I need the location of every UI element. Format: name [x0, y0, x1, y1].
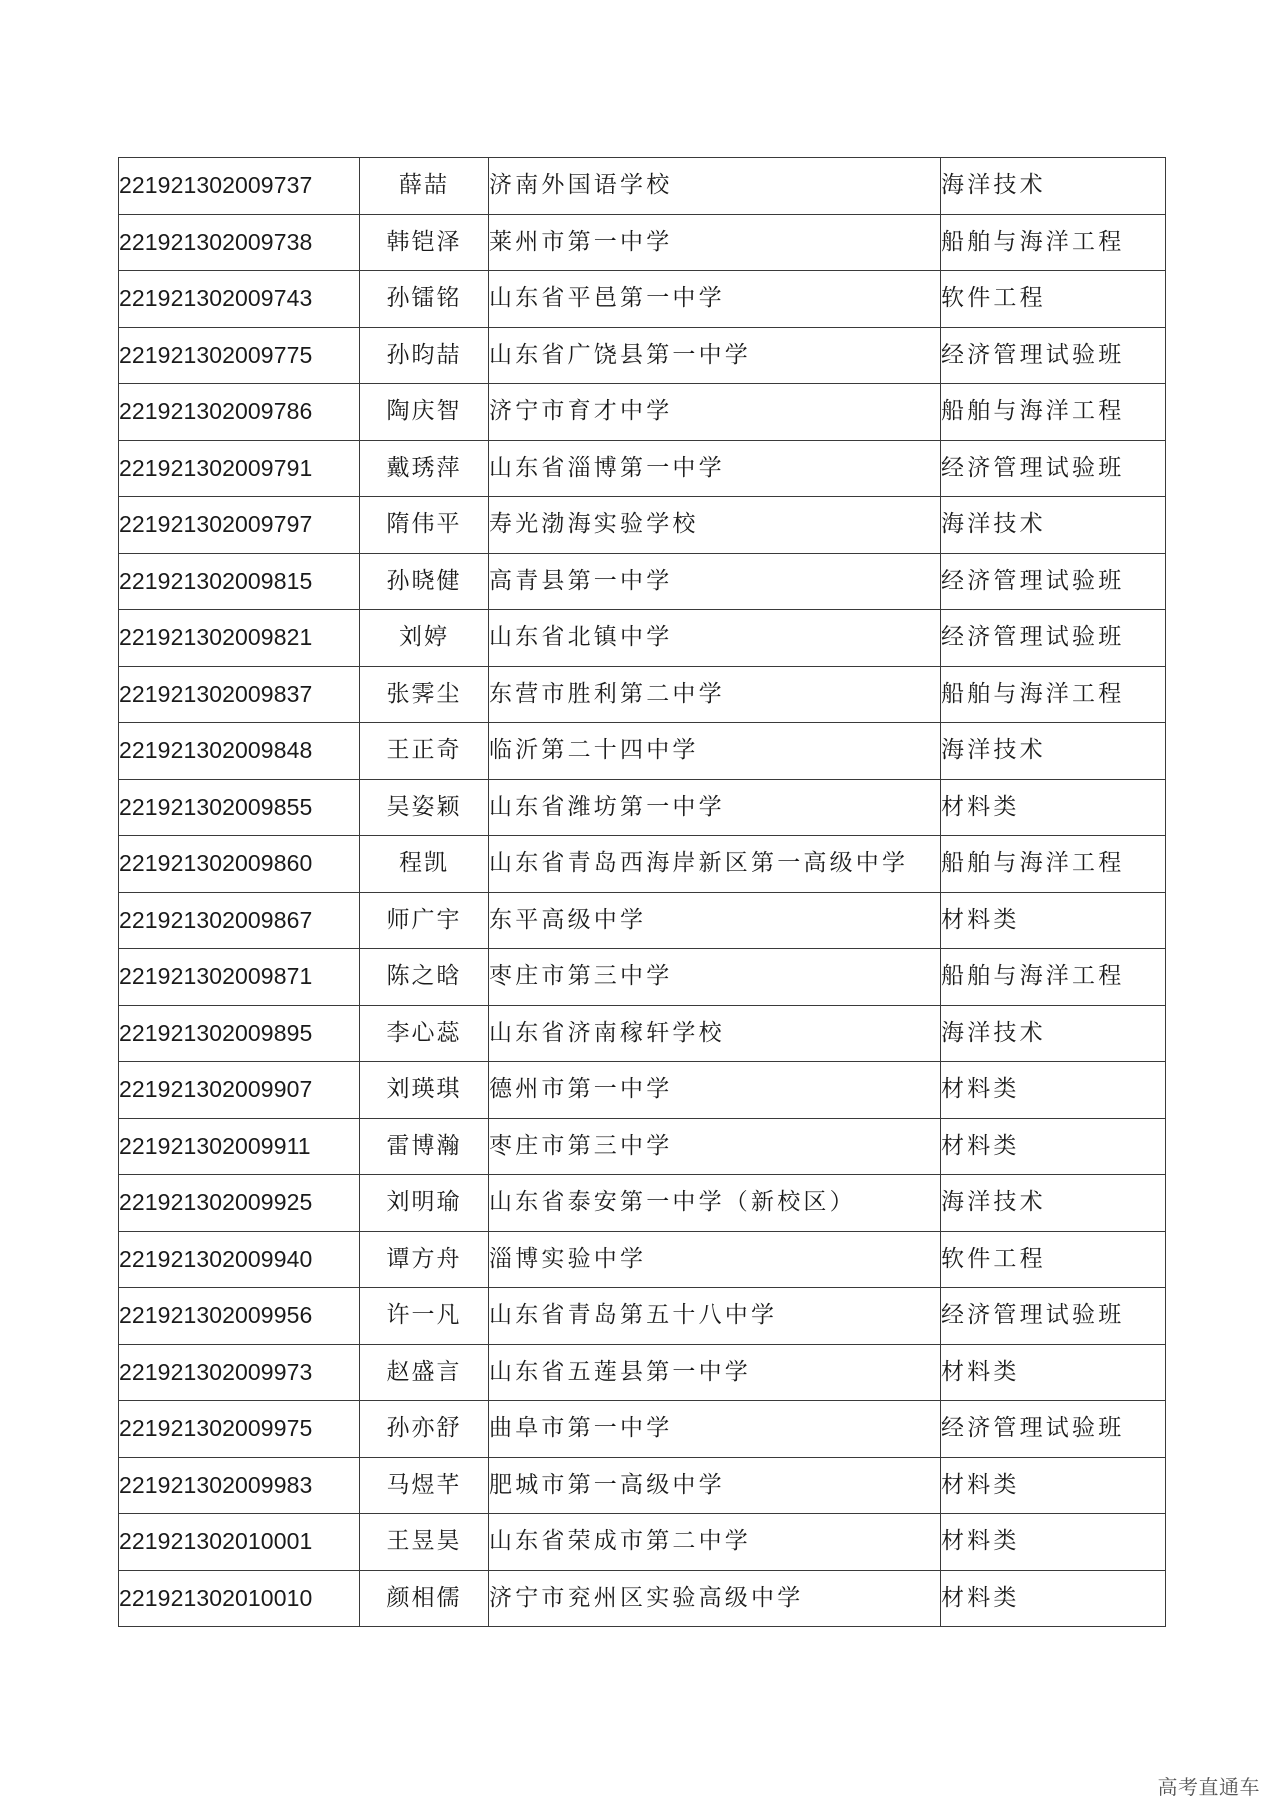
school-name-cell: 枣庄市第三中学 [489, 949, 941, 1006]
table-row [119, 779, 1166, 836]
candidate-id-cell: 221921302009791 [119, 440, 360, 497]
major-cell: 材料类 [941, 1062, 1166, 1119]
major-cell: 材料类 [941, 892, 1166, 949]
major-cell: 材料类 [941, 1457, 1166, 1514]
table-row [119, 666, 1166, 723]
school-name-cell: 山东省青岛第五十八中学 [489, 1288, 941, 1345]
table-row [119, 384, 1166, 441]
table-row [119, 327, 1166, 384]
student-name-cell: 刘婷 [360, 610, 489, 667]
school-name-cell: 山东省荣成市第二中学 [489, 1514, 941, 1571]
candidate-id-cell: 221921302009821 [119, 610, 360, 667]
major-cell: 海洋技术 [941, 1175, 1166, 1232]
school-name-cell: 山东省潍坊第一中学 [489, 779, 941, 836]
major-cell: 船舶与海洋工程 [941, 384, 1166, 441]
table-row [119, 892, 1166, 949]
school-name-cell: 德州市第一中学 [489, 1062, 941, 1119]
student-name-cell: 张霁尘 [360, 666, 489, 723]
candidate-id-cell: 221921302009860 [119, 836, 360, 893]
student-name-cell: 程凯 [360, 836, 489, 893]
student-name-cell: 陶庆智 [360, 384, 489, 441]
candidate-id-cell: 221921302009871 [119, 949, 360, 1006]
school-name-cell: 东营市胜利第二中学 [489, 666, 941, 723]
candidate-id-cell: 221921302009797 [119, 497, 360, 554]
student-name-cell: 雷博瀚 [360, 1118, 489, 1175]
major-cell: 海洋技术 [941, 1005, 1166, 1062]
school-name-cell: 山东省广饶县第一中学 [489, 327, 941, 384]
major-cell: 软件工程 [941, 1231, 1166, 1288]
student-name-cell: 戴琇萍 [360, 440, 489, 497]
candidate-id-cell: 221921302009907 [119, 1062, 360, 1119]
table-row [119, 1344, 1166, 1401]
major-cell: 船舶与海洋工程 [941, 214, 1166, 271]
major-cell: 软件工程 [941, 271, 1166, 328]
student-name-cell: 孙镭铭 [360, 271, 489, 328]
candidate-id-cell: 221921302009743 [119, 271, 360, 328]
candidate-id-cell: 221921302010010 [119, 1570, 360, 1627]
watermark-text: 高考直通车 [1157, 1775, 1260, 1799]
major-cell: 经济管理试验班 [941, 440, 1166, 497]
student-name-cell: 马煜芊 [360, 1457, 489, 1514]
student-name-cell: 王正奇 [360, 723, 489, 780]
candidate-id-cell: 221921302009737 [119, 158, 360, 215]
major-cell: 材料类 [941, 1514, 1166, 1571]
school-name-cell: 东平高级中学 [489, 892, 941, 949]
table-row [119, 553, 1166, 610]
major-cell: 经济管理试验班 [941, 1401, 1166, 1458]
major-cell: 船舶与海洋工程 [941, 666, 1166, 723]
student-name-cell: 孙昀喆 [360, 327, 489, 384]
student-name-cell: 隋伟平 [360, 497, 489, 554]
school-name-cell: 高青县第一中学 [489, 553, 941, 610]
major-cell: 海洋技术 [941, 158, 1166, 215]
student-name-cell: 韩铠泽 [360, 214, 489, 271]
student-name-cell: 李心蕊 [360, 1005, 489, 1062]
table-row [119, 497, 1166, 554]
candidate-id-cell: 221921302009956 [119, 1288, 360, 1345]
school-name-cell: 临沂第二十四中学 [489, 723, 941, 780]
major-cell: 经济管理试验班 [941, 610, 1166, 667]
candidate-id-cell: 221921302009867 [119, 892, 360, 949]
major-cell: 海洋技术 [941, 497, 1166, 554]
candidate-id-cell: 221921302009940 [119, 1231, 360, 1288]
candidate-id-cell: 221921302009815 [119, 553, 360, 610]
major-cell: 经济管理试验班 [941, 553, 1166, 610]
table-row [119, 1175, 1166, 1232]
student-name-cell: 刘明瑜 [360, 1175, 489, 1232]
school-name-cell: 莱州市第一中学 [489, 214, 941, 271]
table-row [119, 1401, 1166, 1458]
candidate-id-cell: 221921302010001 [119, 1514, 360, 1571]
table-row [119, 158, 1166, 215]
school-name-cell: 曲阜市第一中学 [489, 1401, 941, 1458]
table-row [119, 214, 1166, 271]
major-cell: 经济管理试验班 [941, 327, 1166, 384]
school-name-cell: 山东省五莲县第一中学 [489, 1344, 941, 1401]
student-name-cell: 谭方舟 [360, 1231, 489, 1288]
major-cell: 经济管理试验班 [941, 1288, 1166, 1345]
candidate-id-cell: 221921302009855 [119, 779, 360, 836]
student-name-cell: 刘瑛琪 [360, 1062, 489, 1119]
student-name-cell: 王昱昊 [360, 1514, 489, 1571]
major-cell: 船舶与海洋工程 [941, 949, 1166, 1006]
major-cell: 材料类 [941, 779, 1166, 836]
candidate-id-cell: 221921302009925 [119, 1175, 360, 1232]
student-name-cell: 孙晓健 [360, 553, 489, 610]
candidate-id-cell: 221921302009837 [119, 666, 360, 723]
table-row [119, 949, 1166, 1006]
candidate-id-cell: 221921302009983 [119, 1457, 360, 1514]
table-row [119, 1570, 1166, 1627]
student-name-cell: 陈之晗 [360, 949, 489, 1006]
table-row [119, 1062, 1166, 1119]
candidate-id-cell: 221921302009973 [119, 1344, 360, 1401]
school-name-cell: 淄博实验中学 [489, 1231, 941, 1288]
major-cell: 海洋技术 [941, 723, 1166, 780]
admission-table-body [119, 158, 1166, 1627]
candidate-id-cell: 221921302009911 [119, 1118, 360, 1175]
school-name-cell: 山东省青岛西海岸新区第一高级中学 [489, 836, 941, 893]
school-name-cell: 山东省泰安第一中学（新校区） [489, 1175, 941, 1232]
school-name-cell: 枣庄市第三中学 [489, 1118, 941, 1175]
candidate-id-cell: 221921302009975 [119, 1401, 360, 1458]
candidate-id-cell: 221921302009738 [119, 214, 360, 271]
school-name-cell: 济宁市兖州区实验高级中学 [489, 1570, 941, 1627]
table-row [119, 1514, 1166, 1571]
student-name-cell: 赵盛言 [360, 1344, 489, 1401]
candidate-id-cell: 221921302009895 [119, 1005, 360, 1062]
candidate-id-cell: 221921302009775 [119, 327, 360, 384]
school-name-cell: 济南外国语学校 [489, 158, 941, 215]
major-cell: 材料类 [941, 1344, 1166, 1401]
table-row [119, 610, 1166, 667]
candidate-id-cell: 221921302009786 [119, 384, 360, 441]
student-name-cell: 吴姿颖 [360, 779, 489, 836]
school-name-cell: 济宁市育才中学 [489, 384, 941, 441]
table-row [119, 1231, 1166, 1288]
school-name-cell: 山东省北镇中学 [489, 610, 941, 667]
major-cell: 材料类 [941, 1570, 1166, 1627]
student-name-cell: 孙亦舒 [360, 1401, 489, 1458]
table-row [119, 723, 1166, 780]
candidate-id-cell: 221921302009848 [119, 723, 360, 780]
school-name-cell: 山东省济南稼轩学校 [489, 1005, 941, 1062]
table-row [119, 836, 1166, 893]
student-name-cell: 薛喆 [360, 158, 489, 215]
student-name-cell: 颜相儒 [360, 1570, 489, 1627]
table-row [119, 1457, 1166, 1514]
table-row [119, 440, 1166, 497]
school-name-cell: 山东省平邑第一中学 [489, 271, 941, 328]
student-name-cell: 师广宇 [360, 892, 489, 949]
table-row [119, 1005, 1166, 1062]
major-cell: 材料类 [941, 1118, 1166, 1175]
table-row [119, 1288, 1166, 1345]
major-cell: 船舶与海洋工程 [941, 836, 1166, 893]
school-name-cell: 寿光渤海实验学校 [489, 497, 941, 554]
table-row [119, 271, 1166, 328]
admission-table [118, 157, 1166, 1627]
school-name-cell: 山东省淄博第一中学 [489, 440, 941, 497]
school-name-cell: 肥城市第一高级中学 [489, 1457, 941, 1514]
student-name-cell: 许一凡 [360, 1288, 489, 1345]
table-row [119, 1118, 1166, 1175]
